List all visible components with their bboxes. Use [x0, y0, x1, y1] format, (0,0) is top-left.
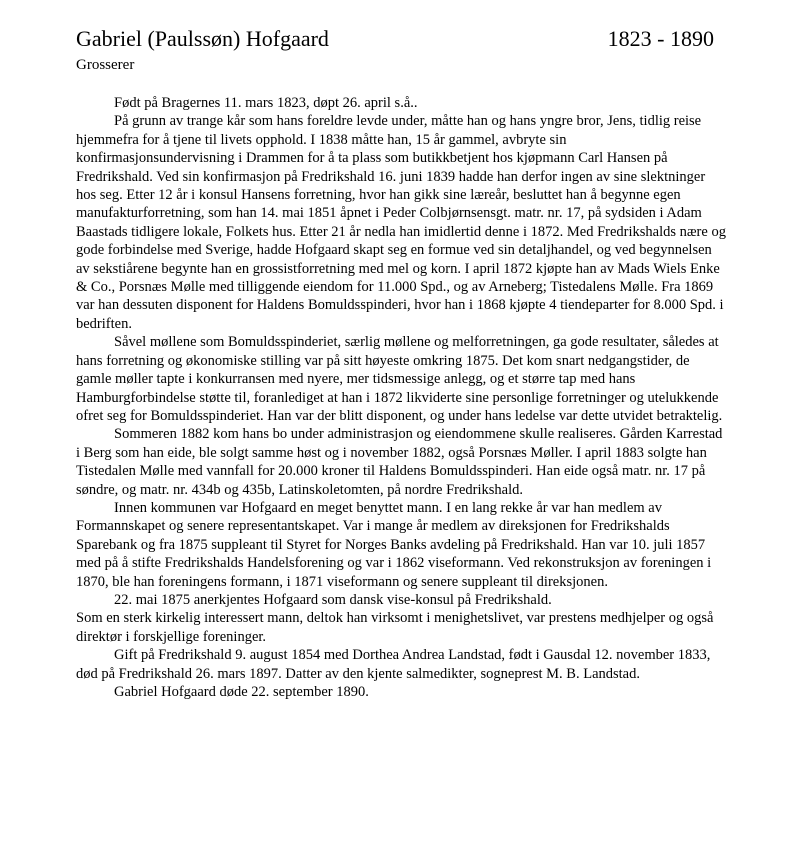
header [76, 26, 716, 54]
paragraph-consul: 22. mai 1875 anerkjentes Hofgaard som dansk vise-konsul på Fredrikshald. [114, 591, 552, 608]
paragraph-municipal: Innen kommunen var Hofgaard en meget benyttet mann. I en lang rekke år var han medlem av Formannskapet og senere representantskapet. Var i mange år medlem av direksjonen for Fredrikshalds Sparebank og fra 1875 suppleant til Styret for Norges Banks avdeling på Fredrikshald. Han var 10. juli 1857 med på å stifte Fredrikshalds Handelsforening og var i 1862 viseformann. Ved rekonstruksjon av foreningen i 1870, ble han foreningens formann, i 1871 viseformann og senere suppleant til direksjonen. [76, 499, 712, 590]
life-years: 1823 - 1890 [607, 26, 714, 51]
paragraph-mills: Såvel møllene som Bomuldsspinderiet, særlig møllene og melforretningen, ga gode resultater, således at hans forretning og økonomiske stilling var på sitt høyeste omkring 1875. Det kom snart nedgangstider, de gamle møller tapte i konkurransen med nyere, mer tidsmessige anlegg, og et større tap med hans Hamburgforbindelse støtte til, foranlediget at han i 1872 likviderte sine personlige forretninger og utelukkende ofret seg for Bomuldsspinderiet. Han var der blitt disponent, og under hans ledelse var dette utvidet betraktelig. [76, 334, 723, 424]
occupation: Grosserer [76, 57, 135, 73]
person-name: Gabriel (Paulssøn) Hofgaard [76, 26, 329, 51]
paragraph-early-life: På grunn av trange kår som hans foreldre levde under, måtte han og hans yngre bror, Jens, tidlig reise hjemmefra for å tjene til livets opphold. I 1838 måtte han, 15 år gammel, avbryte sin konfirmasjonsundervisning i Drammen for å ta plass som butikkbetjent hos kjøpmann Carl Hansen på Fredrikshald. Ved sin konfirmasjon på Fredrikshald 16. juni 1839 hadde han derfor ingen av sine slektninger hos seg. Etter 12 år i konsul Hansens forretning, hvor han gikk sine læreår, besluttet han å begynne egen manufakturforretning, som han 14. mai 1851 åpnet i Peder Colbjørnsensgt. matr. nr. 17, på sydsiden i Adam Baastads tidligere lokale, Folkets hus. Etter 21 år nedla han imidlertid denne i 1872. Med Fredrikshalds nære og gode forbindelse med Sverige, hadde Hofgaard skapt seg en formue ved sin detaljhandel, og ved begynnelsen av sekstiårene begynte han en grossistforretning med mel og korn. I april 1872 kjøpte han av Mads Wiels Enke & Co., Porsnæs Mølle med tilliggende eiendom for 11.000 Spd., og av Arneberg; Tistedalens Mølle. Fra 1869 var han dessuten disponent for Haldens Bomuldsspinderi, hvor han i 1868 kjøpte 4 tiendeparter for 8.000 Spd. i bedriften. [76, 113, 726, 332]
paragraph-administration: Sommeren 1882 kom hans bo under administrasjon og eiendommene skulle realiseres. Gården Karrestad i Berg som han eide, ble solgt samme høst og i november 1882, også Porsnæs Møller. I april 1883 solgte han Tistedalen Mølle med vannfall for 20.000 kroner til Haldens Bomuldsspinderi. Han eide også matr. nr. 17 på søndre, og matr. nr. 434b og 435b, Latinskoletomten, på nordre Fredrikshald. [76, 426, 723, 498]
paragraph-death: Gabriel Hofgaard døde 22. september 1890. [114, 684, 369, 700]
paragraph-church: Som en sterk kirkelig interessert mann, deltok han virksomt i menighetslivet, var prestens medhjelper og også direktør i forskjellige foreninger. [76, 610, 714, 645]
paragraph-marriage: Gift på Fredrikshald 9. august 1854 med Dorthea Andrea Landstad, født i Gausdal 12. november 1833, død på Fredrikshald 26. mars 1897. Datter av den kjente salmedikter, sogneprest M. B. Landstad. [76, 647, 711, 682]
paragraph-birth: Født på Bragernes 11. mars 1823, døpt 26. april s.å.. [114, 95, 418, 111]
biography-body [76, 94, 728, 701]
